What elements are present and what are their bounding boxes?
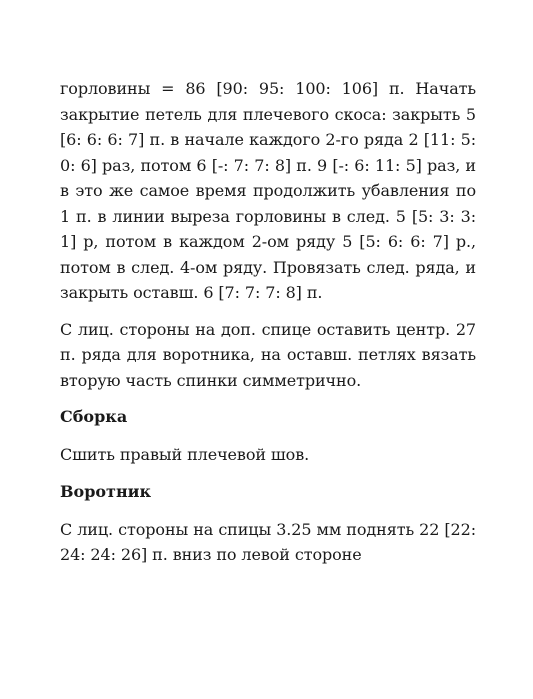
paragraph-neckline-shoulder: горловины = 86 [90: 95: 100: 106] п. Начать закрытие петель для плечевого скоса: закрыть 5 [6: 6: 6: 7] п. в начале каждого 2-го ряда 2 [11: 5: 0: 6] раз, потом 6 [-: 7: 7: 8] п. 9 [-: 6: 11: 5] раз, и в это же самое время продолжить убавления по 1 п. в линии выреза горловины в след. 5 [5: 3: 3: 1] р, потом в каждом 2-ом ряду 5 [5: 6: 6: 7] р., потом в след. 4-ом ряду. Провязать след. ряда, и закрыть оставш. 6 [7: 7: 7: 8] п. [60,79,476,302]
paragraph-shoulder-seam: Сшить правый плечевой шов. [60,444,310,464]
heading-collar: Воротник [60,482,152,501]
heading-assembly: Сборка [60,407,128,426]
document-page [60,76,476,568]
paragraph-collar-stitches: С лиц. стороны на доп. спице оставить центр. 27 п. ряда для воротника, на оставш. петлях вязать вторую часть спинки симметрично. [60,319,476,390]
paragraph-collar-pickup: С лиц. стороны на спицы 3.25 мм поднять 22 [22: 24: 24: 26] п. вниз по левой стороне [60,519,476,564]
